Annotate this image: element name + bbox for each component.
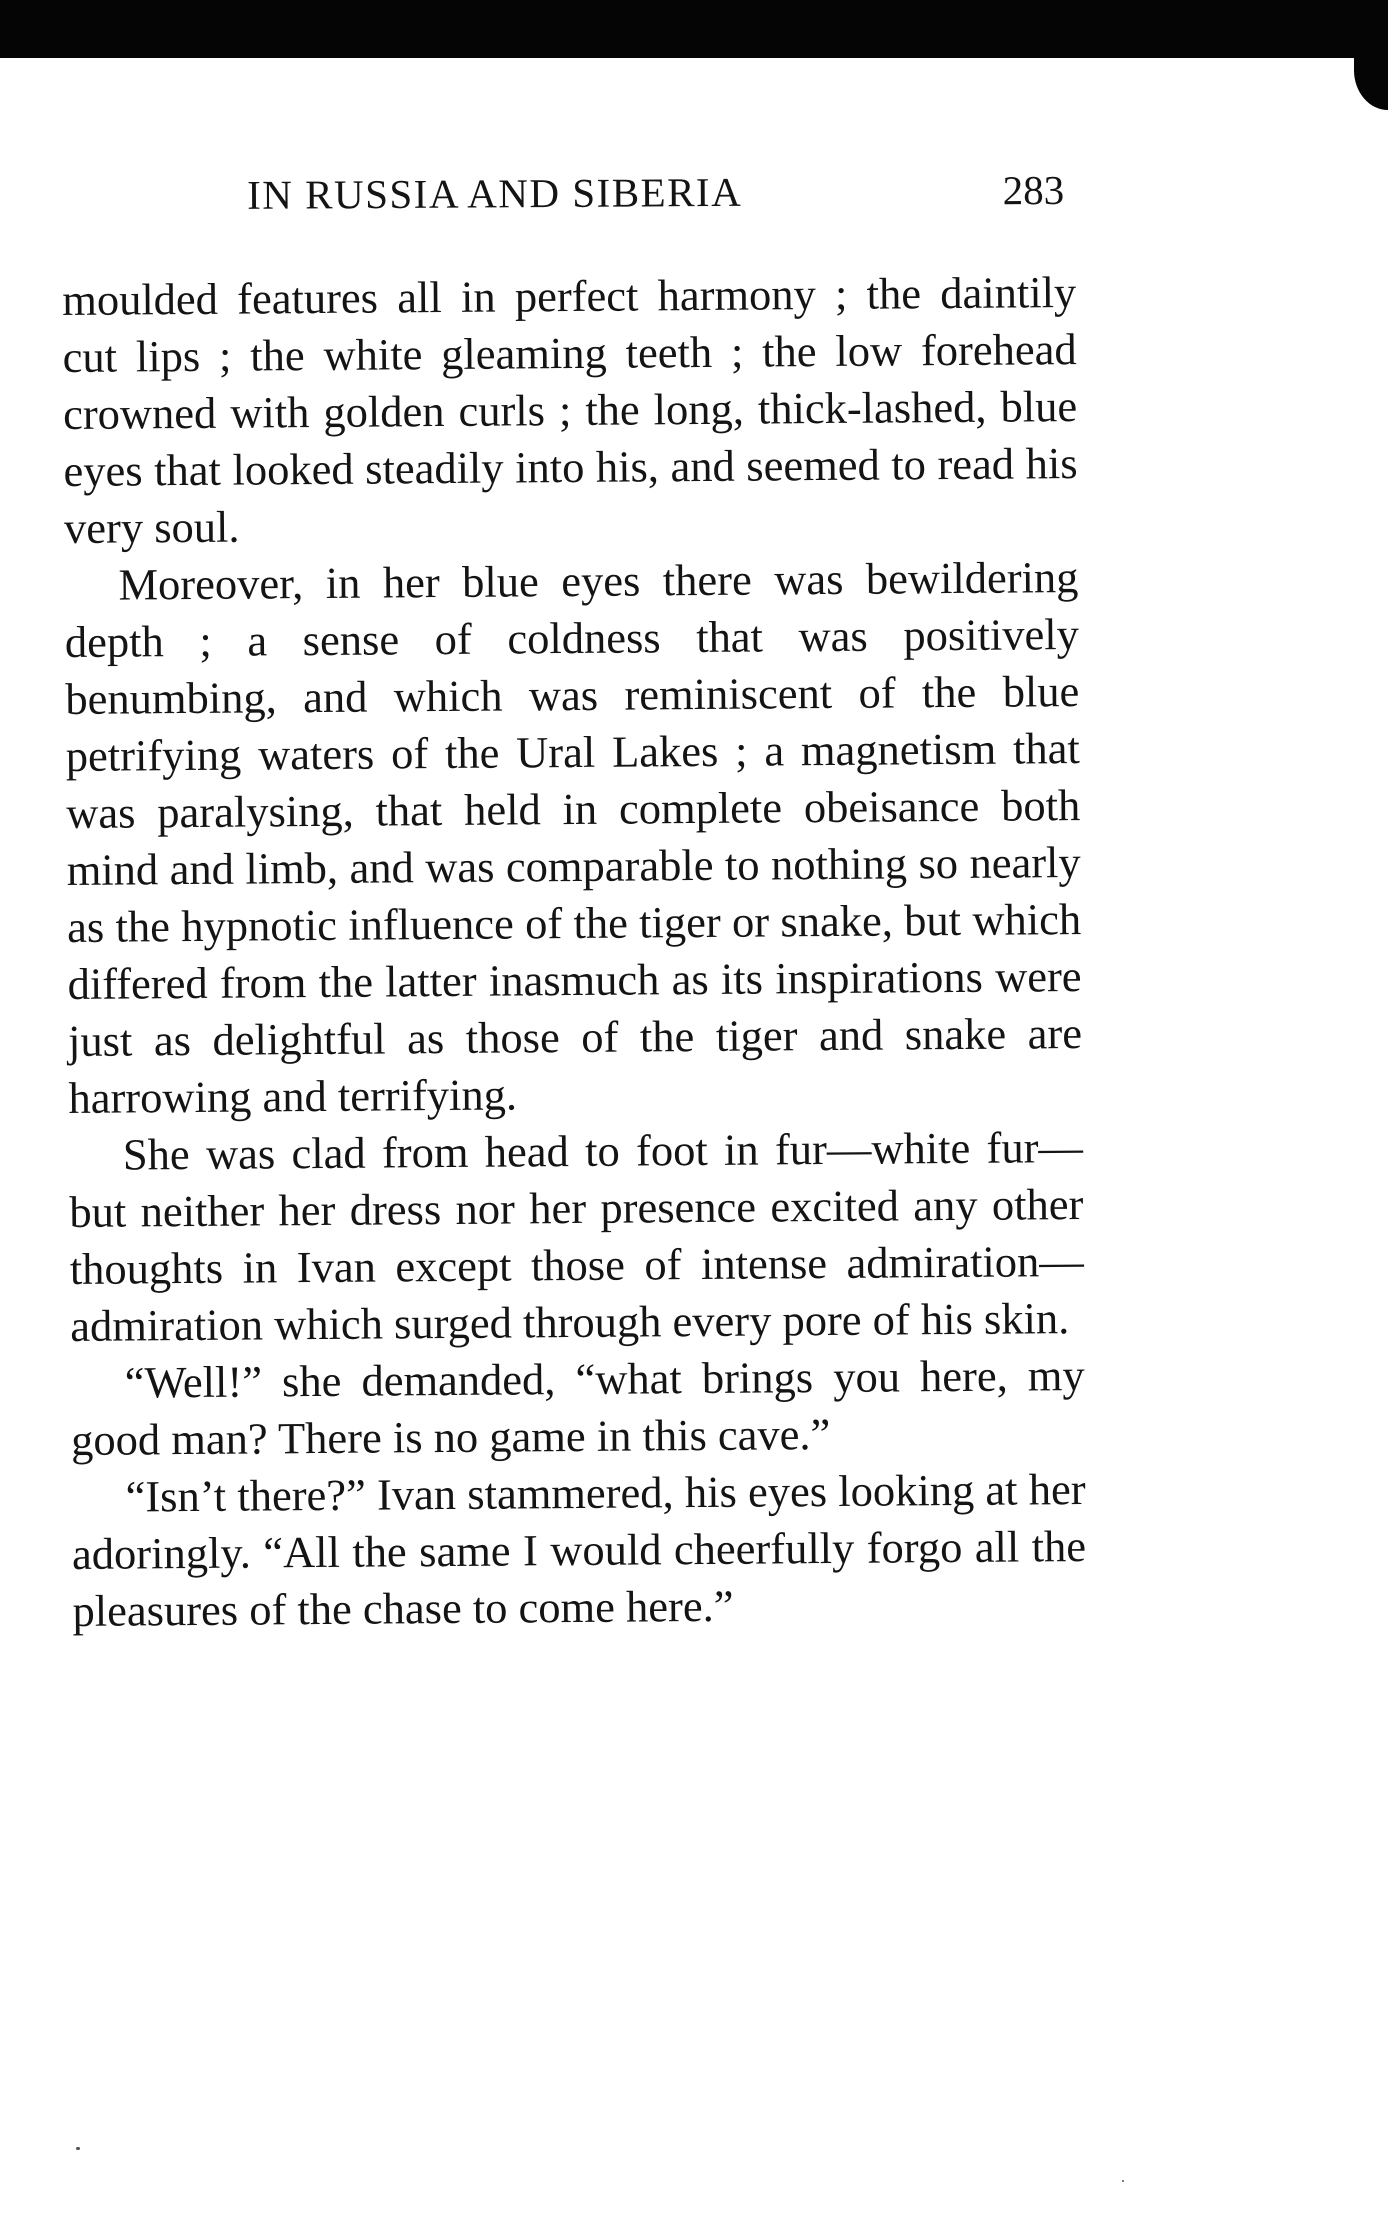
paragraph-3: She was clad from head to foot in fur—white fur—but neither her dress nor her presence excited any other thoughts in Ivan except those of intense admiration—admiration which surged through every pore of his skin. [69,1122,1084,1351]
scan-dark-corner [1354,40,1388,110]
scan-dark-edge [0,0,1388,58]
paragraph-2: Moreover, in her blue eyes there was bewildering depth ; a sense of coldness that was positively benumbing, and which was reminiscent of the blue petrifying waters of the Ural Lakes ; a magnetism that was paralysing, that held in complete obeisance both mind and limb, and was comparable to nothing so nearly as the hypnotic influence of the tiger or snake, but which differed from the latter inasmuch as its inspirations were just as delightful as those of the tiger and snake are harrowing and terrifying. [64,552,1083,1123]
paragraph-5: “Isn’t there?” Ivan stammered, his eyes looking at her adoringly. “All the same I would cheerfully forgo all the pleasures of the chase to come here.” [71,1463,1087,1636]
running-title: IN RUSSIA AND SIBERIA [247,168,743,218]
page-number: 283 [1002,166,1065,214]
body-text [62,264,1087,1640]
scan-speck [1122,2180,1124,2182]
running-head [62,166,1072,232]
paragraph-4: “Well!” she demanded, “what brings you here, my good man? There is no game in this cave.” [70,1350,1085,1465]
scan-speck [76,2147,80,2150]
paragraph-1: moulded features all in perfect harmony ; the daintily cut lips ; the white gleaming teeth ; the low forehead crowned with golden curls ; the long, thick-lashed, blue eyes that looked steadily into his, and seemed to read his very soul. [62,267,1078,553]
